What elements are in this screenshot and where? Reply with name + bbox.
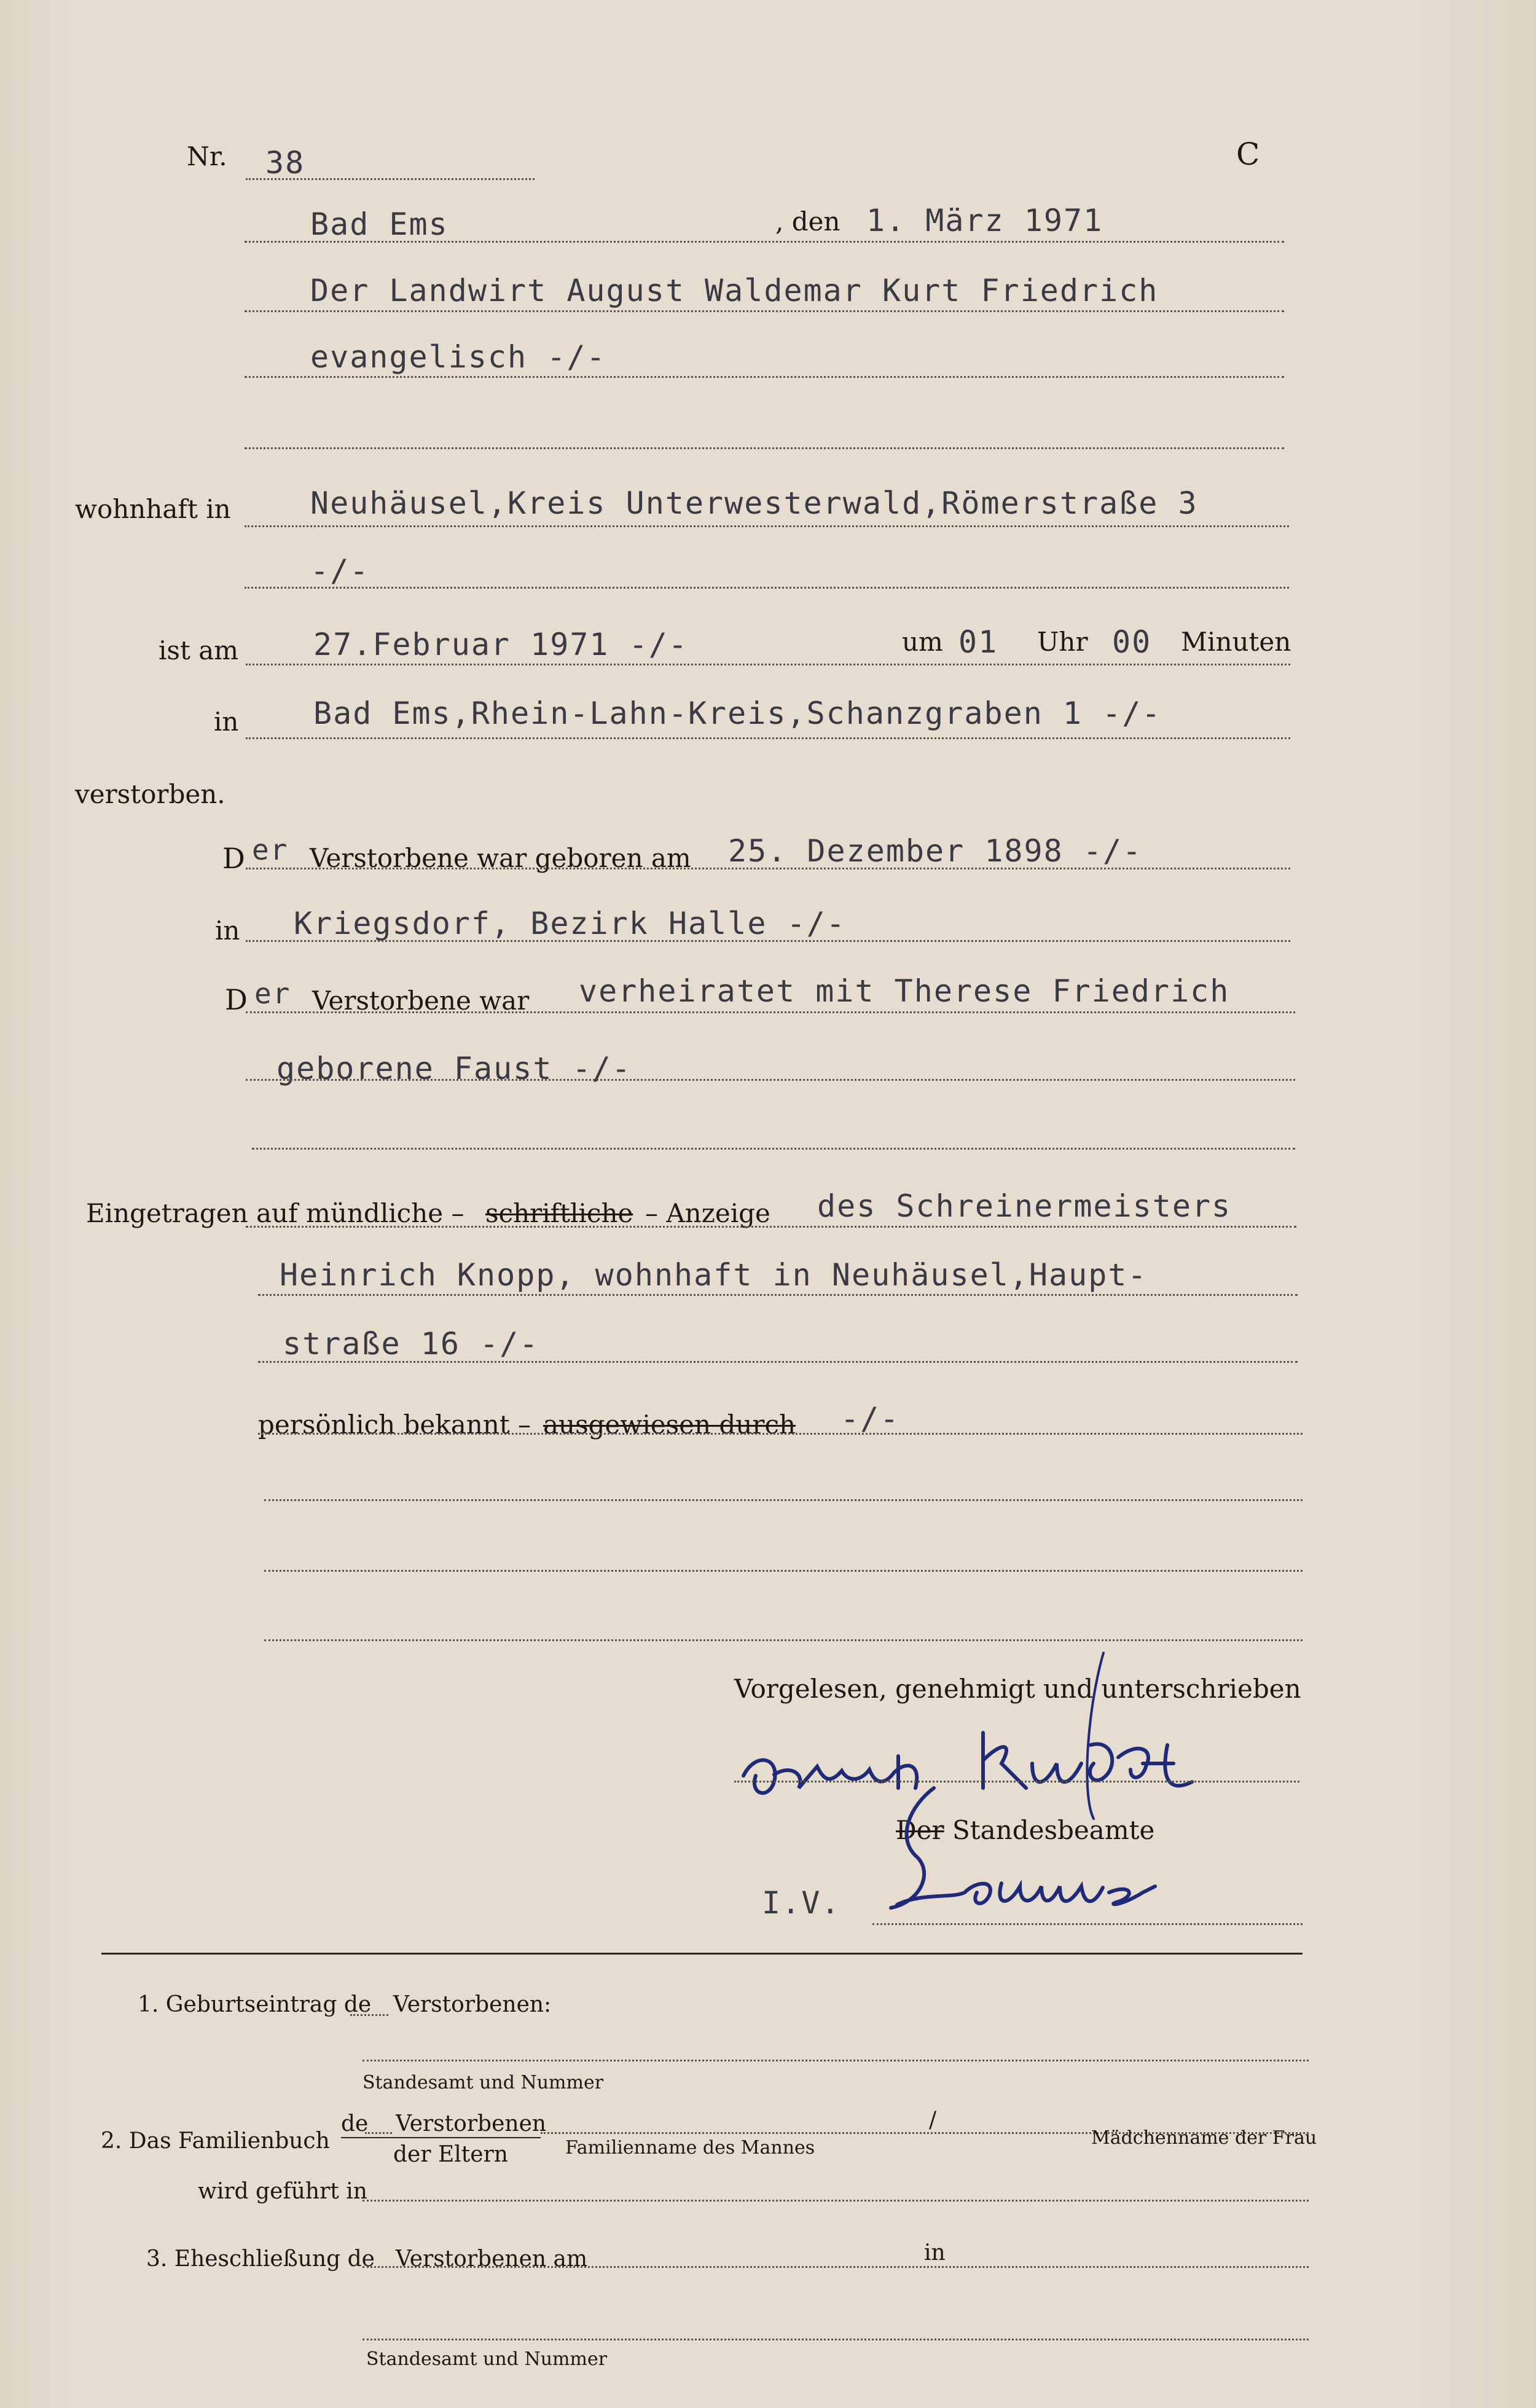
footer-item-2-alt: der Eltern: [393, 2142, 508, 2167]
verstorben-label: verstorben.: [75, 779, 225, 809]
minuten-label: Minuten: [1181, 627, 1291, 657]
report-label-struck: schriftliche: [485, 1198, 633, 1228]
entry-number: 38: [265, 145, 305, 181]
footer-item-2-typed: Verstorbenen: [396, 2111, 547, 2136]
known-line: [258, 1433, 1303, 1435]
marriage-label: Verstorbene war: [312, 986, 530, 1016]
footer-item-3-line: [362, 2266, 1309, 2268]
footer-item-2-de-line: [365, 2132, 392, 2134]
registrar-signature-line: [872, 1923, 1303, 1925]
footer-item-2-label: 2. Das Familienbuch: [101, 2128, 330, 2154]
death-place: Bad Ems,Rhein-Lahn-Kreis,Schanzgraben 1 -/-: [313, 696, 1162, 731]
residence-value: Neuhäusel,Kreis Unterwesterwald,Römerstraße 3: [310, 485, 1198, 521]
footer-item-2-sub-man: Familienname des Mannes: [565, 2137, 815, 2159]
death-hour: 01: [958, 624, 998, 660]
read-approved-label: Vorgelesen, genehmigt und unterschrieben: [734, 1674, 1301, 1704]
birth-date-line: [246, 868, 1290, 869]
marriage-value: verheiratet mit Therese Friedrich: [579, 973, 1230, 1009]
marriage-line: [246, 1011, 1295, 1013]
deceased-religion: evangelisch -/-: [310, 339, 606, 375]
footer-item-2-sub-woman: Mädchenname der Frau: [1091, 2127, 1317, 2149]
footer-item-2-fraction-line: [341, 2137, 541, 2138]
blank-line-4: [264, 1570, 1303, 1572]
residence-line-2: [245, 587, 1289, 589]
death-date-label: ist am: [159, 635, 239, 665]
death-date-line: [246, 664, 1290, 665]
report-line-1: des Schreinermeisters: [817, 1188, 1232, 1224]
death-place-line: [246, 737, 1290, 739]
birth-date: 25. Dezember 1898 -/-: [728, 833, 1143, 869]
death-place-label: in: [214, 707, 239, 737]
footer-item-1-typed: Verstorbenen:: [393, 1992, 552, 2017]
birth-place-label: in: [215, 916, 240, 946]
footer-separator: [101, 1953, 1303, 1955]
blank-line-2: [252, 1148, 1295, 1150]
footer-item-3-sub: Standesamt und Nummer: [366, 2348, 608, 2370]
registrar-label: Standesbeamte: [952, 1815, 1155, 1845]
nr-label: Nr.: [187, 141, 227, 171]
residence-label: wohnhaft in: [75, 494, 231, 524]
report-label-start: Eingetragen auf mündliche –: [86, 1198, 464, 1228]
footer-item-3-line-2: [362, 2339, 1309, 2340]
marriage-prefix-printed: D: [225, 983, 248, 1016]
blank-line-1: [245, 447, 1284, 449]
footer-item-3-label: 3. Eheschließung de: [146, 2246, 375, 2272]
footer-item-3-typed: Verstorbenen am: [396, 2246, 588, 2272]
religion-line: [245, 376, 1284, 378]
report-line-3-rule: [258, 1361, 1298, 1363]
iv-label: I.V.: [762, 1885, 841, 1921]
footer-item-1-line: [362, 2060, 1309, 2061]
known-struck: ausgewiesen durch: [543, 1410, 796, 1440]
birth-place-line: [246, 940, 1290, 942]
signature-registrar: [872, 1770, 1266, 1929]
registry-date: 1. März 1971: [866, 203, 1103, 238]
footer-item-1-label: 1. Geburtseintrag de: [138, 1992, 372, 2017]
den-label: , den: [775, 206, 840, 237]
known-value: -/-: [840, 1401, 900, 1437]
footer-item-3-in: in: [924, 2240, 946, 2265]
birth-prefix-typed: er: [252, 833, 289, 866]
birth-place: Kriegsdorf, Bezirk Halle -/-: [294, 906, 846, 941]
um-label: um: [902, 627, 943, 657]
entry-number-line: [246, 178, 535, 180]
deceased-name-line: [245, 310, 1284, 312]
report-line-3: straße 16 -/-: [283, 1326, 539, 1362]
form-letter: C: [1236, 136, 1260, 172]
marriage-line-2: [246, 1079, 1295, 1081]
uhr-label: Uhr: [1037, 627, 1088, 657]
registry-place: Bad Ems: [310, 206, 449, 242]
death-minutes: 00: [1112, 624, 1152, 660]
registrar-struck-text: Der: [896, 1815, 944, 1845]
report-line-1-rule: [246, 1226, 1296, 1228]
footer-item-1-sub: Standesamt und Nummer: [362, 2072, 604, 2093]
report-line-2-rule: [258, 1294, 1298, 1296]
birth-prefix-printed: D: [222, 842, 245, 875]
marriage-prefix-typed: er: [254, 977, 291, 1010]
place-date-line: [245, 241, 1284, 243]
footer-item-2-kept-line: [362, 2200, 1309, 2202]
footer-item-2-de: de: [341, 2111, 369, 2136]
footer-item-2-slash: /: [929, 2108, 937, 2133]
birth-label: Verstorbene war geboren am: [310, 843, 691, 873]
marriage-value-2: geborene Faust -/-: [276, 1051, 632, 1086]
residence-value-2: -/-: [310, 553, 370, 589]
blank-line-3: [264, 1499, 1303, 1501]
report-label-end: – Anzeige: [645, 1198, 770, 1228]
report-line-2: Heinrich Knopp, wohnhaft in Neuhäusel,Haupt-: [280, 1257, 1148, 1293]
known-label: persönlich bekannt –: [258, 1410, 531, 1440]
death-date: 27.Februar 1971 -/-: [313, 627, 688, 662]
residence-line: [245, 525, 1289, 527]
footer-item-2-kept-label: wird geführt in: [198, 2179, 367, 2204]
footer-item-1-de-line: [350, 2014, 388, 2016]
deceased-name: Der Landwirt August Waldemar Kurt Friedrich: [310, 273, 1159, 308]
